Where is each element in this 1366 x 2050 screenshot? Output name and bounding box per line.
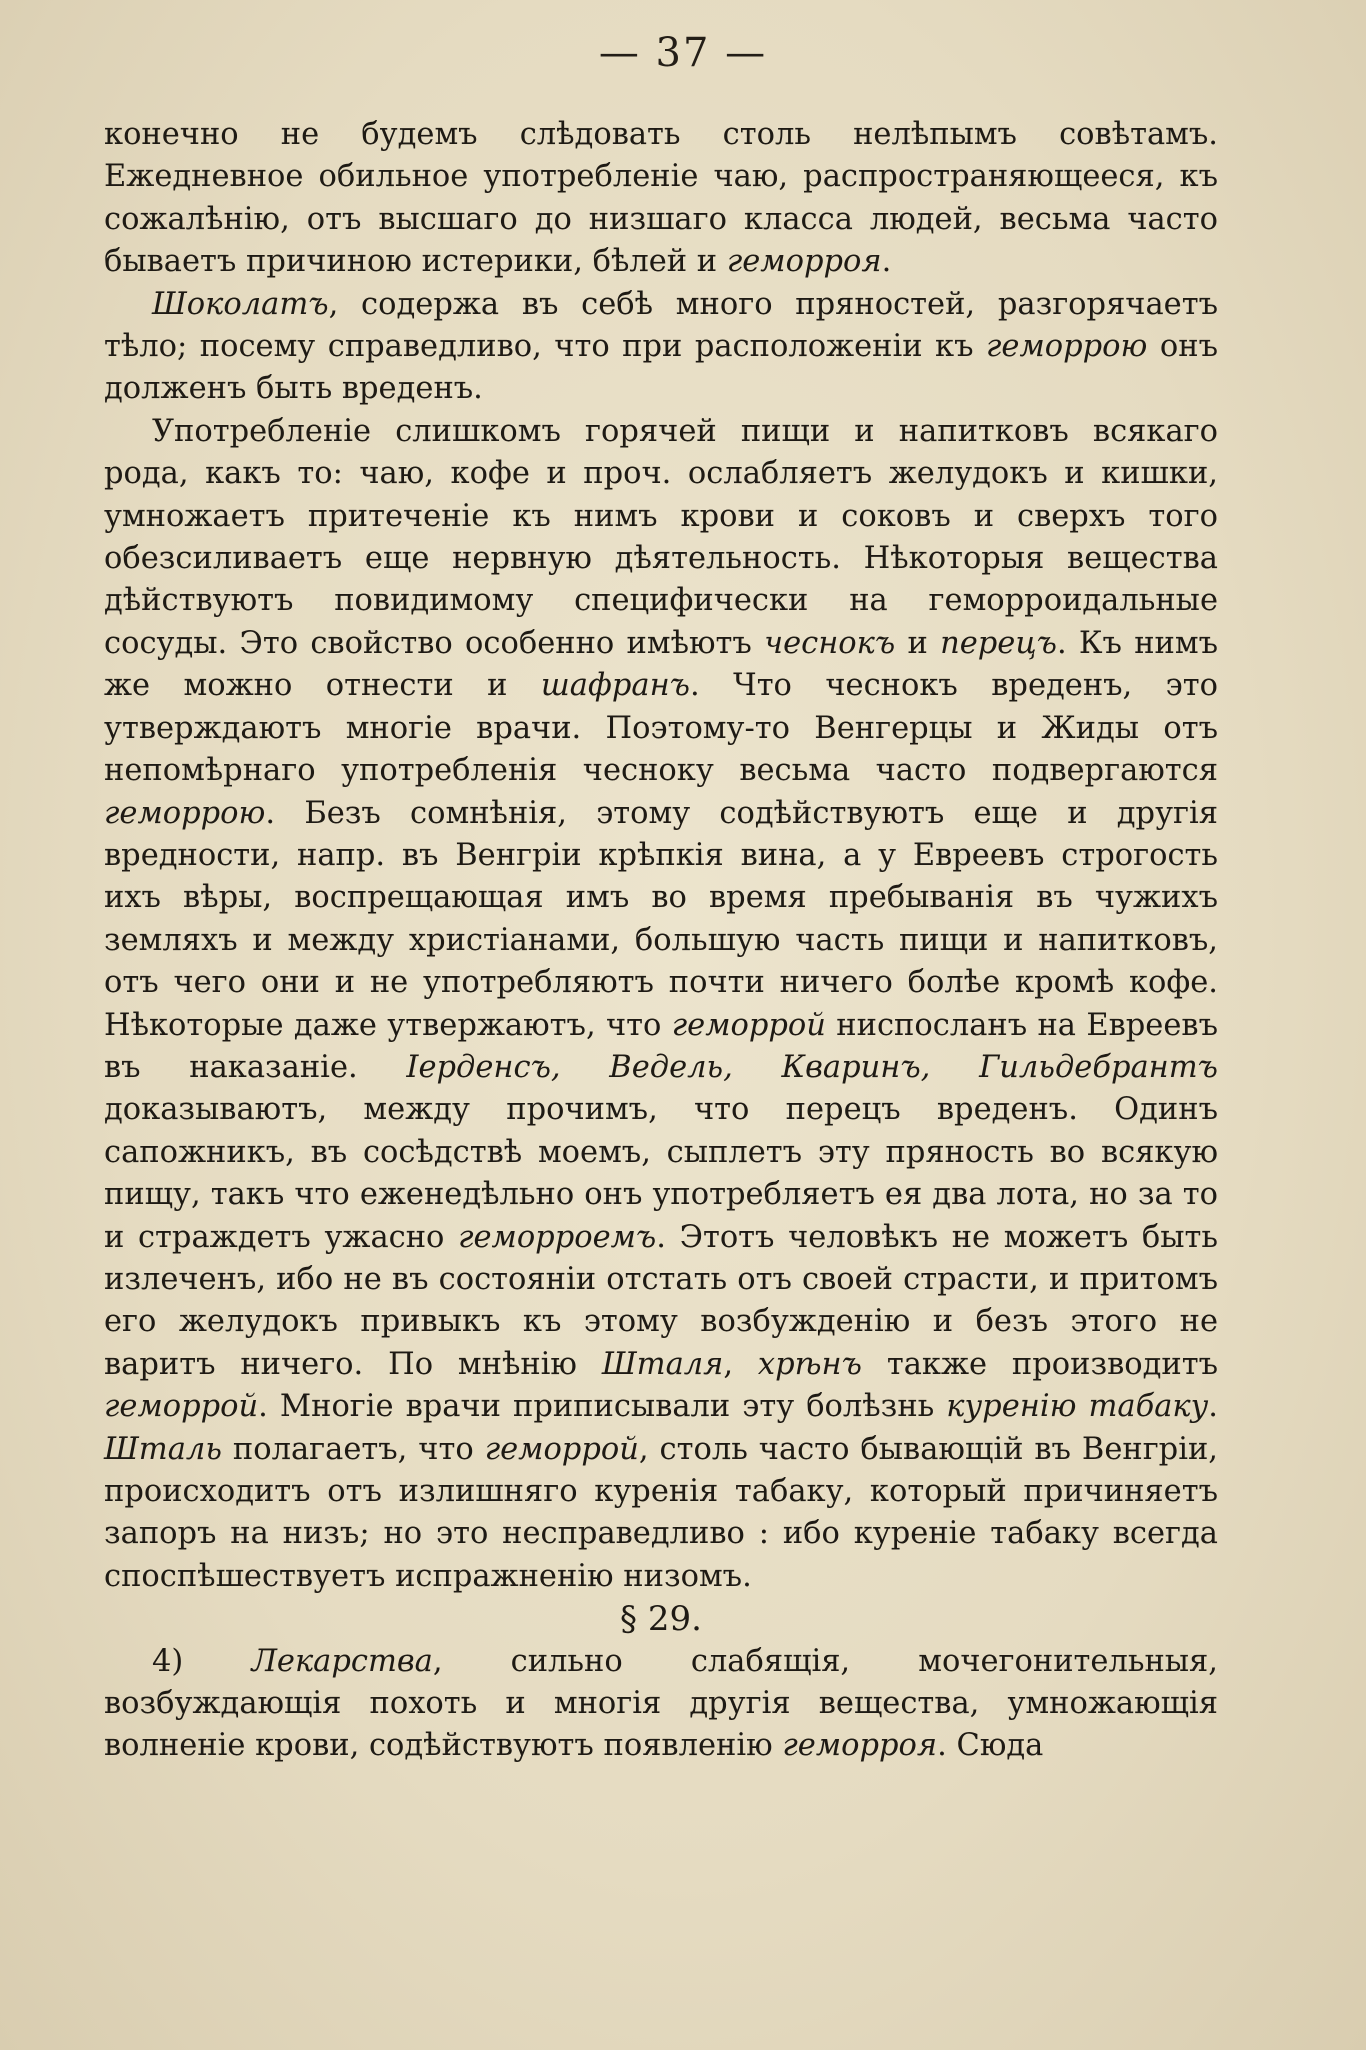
paragraph-medicines (104, 1641, 1218, 1768)
italic-term: перецъ (940, 625, 1057, 661)
italic-term: геморрою (986, 329, 1148, 365)
italic-term: геморрою (104, 795, 266, 831)
text-run: , сильно слабящія, мочегонительныя, возбуждающія похоть и многія другія вещества, умножающія волненіе крови, содѣйствуютъ появленію (104, 1643, 1218, 1764)
text-run: конечно не будемъ слѣдовать столь нелѣпымъ совѣтамъ. Ежедневное обильное употребленіе чаю, распространяющееся, къ сожалѣнію, отъ высшаго до низшаго класса людей, весьма часто бываетъ причиною истерики, бѣлей и (104, 117, 1218, 280)
text-run: онъ долженъ быть вреденъ. (104, 329, 1218, 407)
text-run: . (881, 244, 892, 280)
paragraph-chocolate (104, 284, 1218, 411)
text-run: . Многіе врачи приписывали эту болѣзнь (258, 1389, 947, 1425)
text-run: . Этотъ человѣкъ не можетъ быть излеченъ, ибо не въ состояніи отстать отъ своей страсти, и притомъ его желудокъ привыкъ къ этому возбужденію и безъ этого не варитъ ничего. По мнѣнію (104, 1219, 1218, 1382)
text-run: Употребленіе слишкомъ горячей пищи и напитковъ всякаго рода, какъ то: чаю, кофе и проч. ослабляетъ желудокъ и кишки, умножаетъ притеченіе къ нимъ крови и соковъ и сверхъ того обезсиливаетъ еще нервную дѣятельность. Нѣкоторыя вещества дѣйствуютъ повидимому специфически на геморроидальные сосуды. Это свойство особенно имѣютъ (104, 413, 1218, 661)
italic-term: геморрой (671, 1007, 826, 1043)
italic-term: геморроя (782, 1728, 938, 1764)
page-number-header: — 37 — (598, 30, 768, 76)
paragraph-tea (104, 114, 1218, 284)
text-run: доказываютъ, между прочимъ, что перецъ вреденъ. Одинъ сапожникъ, въ сосѣдствѣ моемъ, сыплетъ эту пряность во всякую пищу, такъ что еженедѣльно онъ употребляетъ ея два лота, но за то и страждетъ ужасно (104, 1092, 1218, 1255)
italic-term: куренію табаку (946, 1389, 1209, 1425)
text-run: ниспосланъ на Евреевъ въ наказаніе. (104, 1007, 1218, 1085)
text-run: . Къ нимъ же можно отнести и (104, 625, 1218, 704)
text-run: . (1208, 1389, 1218, 1425)
italic-term: геморрой (104, 1389, 259, 1425)
paragraph-hot-food (104, 411, 1218, 1598)
italic-term: геморрой (484, 1431, 639, 1467)
italic-term: геморроемъ (458, 1219, 657, 1255)
italic-author: Шталь (104, 1431, 222, 1467)
italic-term: хрѣнъ (757, 1346, 862, 1382)
italic-term: шафранъ (540, 668, 690, 704)
text-run: полагаетъ, что (221, 1431, 485, 1467)
italic-authors: Іерденсъ, Ведель, Кваринъ, Гильдебрантъ (406, 1049, 1218, 1085)
italic-term: Лекарства (251, 1643, 433, 1679)
text-run: . Безъ сомнѣнія, этому содѣйствуютъ еще и другія вредности, напр. въ Венгріи крѣпкія вина, а у Евреевъ строгость ихъ вѣры, воспрещающая имъ во время пребыванія въ чужихъ земляхъ и между христіанами, большую часть пищи и напитковъ, отъ чего они и не употребляютъ почти ничего болѣе кромѣ кофе. Нѣкоторые даже утвержаютъ, что (104, 795, 1218, 1043)
text-run: 4) (152, 1643, 252, 1679)
text-run: . Сюда (937, 1728, 1044, 1764)
body-text (104, 114, 1218, 1768)
text-run: , содержа въ себѣ много пряностей, разгорячаетъ тѣло; посему справедливо, что при расположеніи къ (104, 286, 1218, 365)
text-run: и (895, 625, 941, 661)
italic-term: Шоколатъ (152, 286, 329, 322)
section-heading: § 29. (620, 1599, 702, 1640)
text-run: , столь часто бывающій въ Венгріи, происходитъ отъ излишняго куренія табаку, который причиняетъ запоръ на низъ; но это несправедливо : ибо куреніе табаку всегда споспѣшествуетъ испражненію низомъ. (104, 1431, 1218, 1594)
text-run: , (723, 1346, 758, 1382)
italic-term: чеснокъ (764, 625, 896, 661)
text-run: . Что чеснокъ вреденъ, это утверждаютъ многіе врачи. Поэтому-то Венгерцы и Жиды отъ непомѣрнаго употребленія чесноку весьма часто подвергаются (104, 668, 1218, 789)
italic-author: Шталя (601, 1346, 724, 1382)
italic-term: геморроя (726, 244, 882, 280)
text-run: также производитъ (861, 1346, 1219, 1382)
